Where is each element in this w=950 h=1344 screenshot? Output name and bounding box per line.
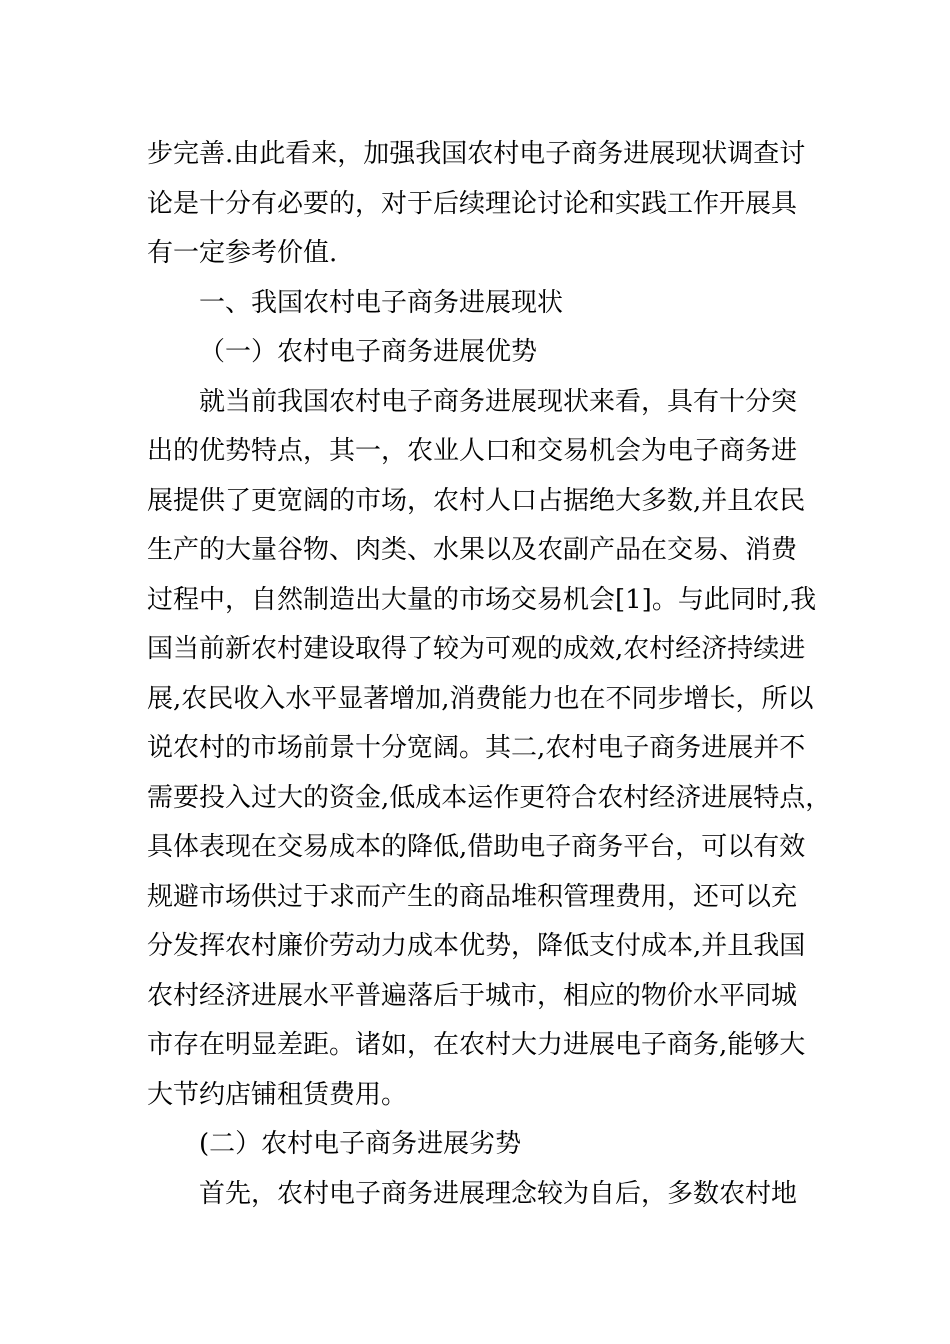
paragraph-line: 农村经济进展水平普遍落后于城市，相应的物价水平同城 (147, 980, 798, 1011)
body-text (147, 130, 832, 1219)
paragraph-line: 出的优势特点，其一，农业人口和交易机会为电子商务进 (147, 436, 798, 466)
subsection-heading: （一）农村电子商务进展优势 (199, 337, 538, 367)
paragraph-line: 需要投入过大的资金,低成本运作更符合农村经济进展特点， (147, 782, 832, 813)
paragraph-line: 市存在明显差距。诸如，在农村大力进展电子商务,能够大 (147, 1030, 806, 1060)
paragraph-line: 国当前新农村建设取得了较为可观的成效,农村经济持续进 (147, 634, 806, 664)
paragraph-line: 有一定参考价值. (147, 238, 338, 268)
paragraph-line: 首先，农村电子商务进展理念较为自后，多数农村地 (199, 1178, 798, 1209)
paragraph-line: 步完善.由此看来，加强我国农村电子商务进展现状调查讨 (147, 139, 806, 169)
paragraph-line: 规避市场供过于求而产生的商品堆积管理费用，还可以充 (147, 881, 798, 912)
paragraph-line: 说农村的市场前景十分宽阔。其二,农村电子商务进展并不 (147, 733, 806, 763)
paragraph-line: 大节约店铺租赁费用。 (147, 1079, 408, 1110)
paragraph-line: 展,农民收入水平显著增加,消费能力也在不同步增长，所以 (147, 683, 814, 714)
paragraph-line: 展提供了更宽阔的市场，农村人口占据绝大多数,并且农民 (147, 485, 806, 516)
paragraph-line: 生产的大量谷物、肉类、水果以及农副产品在交易、消费 (147, 535, 798, 565)
paragraph-line: 具体表现在交易成本的降低,借助电子商务平台，可以有效 (147, 832, 806, 862)
paragraph-line: 就当前我国农村电子商务进展现状来看，具有十分突 (199, 386, 798, 417)
paragraph-line: 论是十分有必要的，对于后续理论讨论和实践工作开展具 (147, 188, 798, 219)
paragraph-line: 分发挥农村廉价劳动力成本优势，降低支付成本,并且我国 (147, 931, 806, 961)
paragraph-line: 过程中，自然制造出大量的市场交易机会[1]。与此同时,我 (147, 584, 817, 615)
section-heading: 一、我国农村电子商务进展现状 (199, 287, 564, 318)
subsection-heading: (二）农村电子商务进展劣势 (199, 1129, 522, 1159)
